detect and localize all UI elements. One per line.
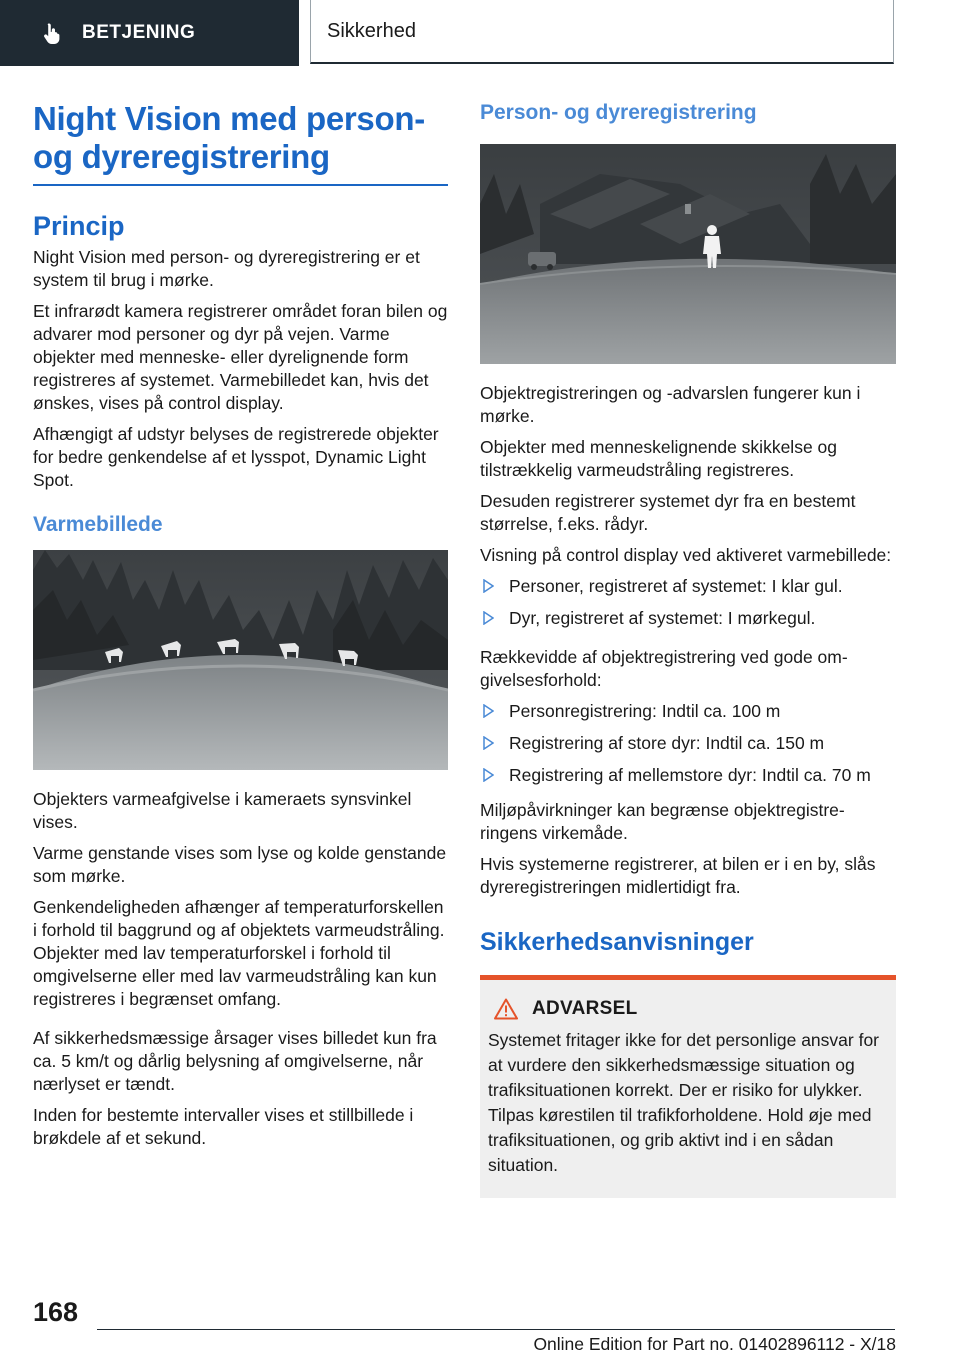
warning-header: [488, 998, 888, 1020]
range-list: [480, 700, 896, 787]
principle-heading: Princip: [33, 211, 125, 241]
thermal-paragraph: Inden for bestemte intervaller vises et stillbillede i brøkdele af et sekund.: [33, 1105, 414, 1148]
principle-paragraph: Et infrarødt kamera registrerer området foran bilen og advarer mod personer og dyr på vejen. Varme objekter med menneske- eller dyrelignende form registreres af systemet. Varmebilledet kan, hvis det ønskes, vises på control display.: [33, 301, 448, 413]
detection-heading: Person- og dyreregistrering: [480, 101, 757, 124]
warning-box: [480, 975, 896, 1198]
triangle-bullet-icon: [483, 579, 494, 593]
warning-triangle-icon: [494, 998, 518, 1020]
footer-edition: Online Edition for Part no. 01402896112 - X/18: [533, 1334, 896, 1354]
list-item: Registrering af mellemstore dyr: Indtil ca. 70 m: [480, 764, 896, 787]
warning-text: Systemet fritager ikke for det personlige ansvar for at vurdere den sikkerhedsmæssige situation og trafiksituationen korrekt. Der er risiko for ulykker. Tilpas kørestilen til trafikforholdene. Hold øje med trafiksituationen, og grib aktivt ind i en sådan situation.: [488, 1030, 880, 1175]
safety-heading: Sikkerhedsanvisninger: [480, 928, 754, 956]
triangle-bullet-icon: [483, 768, 494, 782]
page-number: 168: [33, 1297, 79, 1327]
warning-label: ADVARSEL: [532, 998, 638, 1019]
display-list: [480, 575, 896, 630]
header-section-label: BETJENING: [82, 22, 196, 43]
detection-paragraph: Objektregistreringen og -advarslen fungerer kun i mørke.: [480, 383, 861, 426]
footer-divider: [97, 1329, 895, 1330]
header-chapter-tab: [310, 0, 894, 64]
list-item: Personregistrering: Indtil ca. 100 m: [480, 700, 896, 723]
list-item: Registrering af store dyr: Indtil ca. 150 m: [480, 732, 896, 755]
thermal-paragraph: Genkendeligheden afhænger af temperaturforskellen i forhold til baggrund og af objektets varmeudstråling. Objekter med lav temperaturforskel i forhold til omgivelserne eller med lav varmeudstråling kan kun registreres i begrænset omfang.: [33, 897, 445, 1009]
principle-paragraph: Night Vision med person- og dyreregistrering er et system til brug i mørke.: [33, 247, 420, 290]
left-column: [33, 100, 448, 1158]
detection-paragraph: Desuden registrerer systemet dyr fra en bestemt størrelse, f.eks. rådyr.: [480, 491, 856, 534]
header-section-tab: [0, 0, 299, 66]
thermal-paragraph: Objekters varmeafgivelse i kameraets synsvinkel vises.: [33, 789, 412, 832]
thermal-image-heading: Varmebillede: [33, 513, 163, 536]
right-column: [480, 100, 896, 1198]
detection-paragraph: Objekter med menneskelignende skikkelse og tilstrækkelig varmeudstråling registreres.: [480, 437, 837, 480]
after-paragraph: Miljøpåvirkninger kan begrænse objektregistreringens virkemåde.: [480, 800, 845, 843]
thermal-paragraph: Varme genstande vises som lyse og kolde genstande som mørke.: [33, 843, 447, 886]
person-detection-illustration: [480, 144, 896, 364]
thermal-image-illustration: [33, 550, 448, 770]
list-item: Personer, registreret af systemet: I klar gul.: [480, 575, 896, 598]
detection-paragraph: Visning på control display ved aktiveret varmebillede:: [480, 545, 892, 565]
after-paragraph: Hvis systemerne registrerer, at bilen er i en by, slås dyreregistreringen midlertidigt fra.: [480, 854, 876, 897]
triangle-bullet-icon: [483, 611, 494, 625]
principle-paragraph: Afhængigt af udstyr belyses de registrerede objekter for bedre genkendelse af et lysspot, Dynamic Light Spot.: [33, 424, 439, 490]
hand-pointer-icon: [40, 21, 64, 45]
triangle-bullet-icon: [483, 704, 494, 718]
page-title: Night Vision med person- og dyreregistrering: [33, 100, 448, 186]
header-chapter-label: Sikkerhed: [327, 19, 416, 42]
list-item: Dyr, registreret af systemet: I mørkegul.: [480, 607, 896, 630]
triangle-bullet-icon: [483, 736, 494, 750]
range-intro: Rækkevidde af objektregistrering ved gode omgivelsesforhold:: [480, 647, 848, 690]
thermal-paragraph: Af sikkerhedsmæssige årsager vises billedet kun fra ca. 5 km/t og dårlig belysning af omgivelserne, når nærlyset er tændt.: [33, 1028, 437, 1094]
